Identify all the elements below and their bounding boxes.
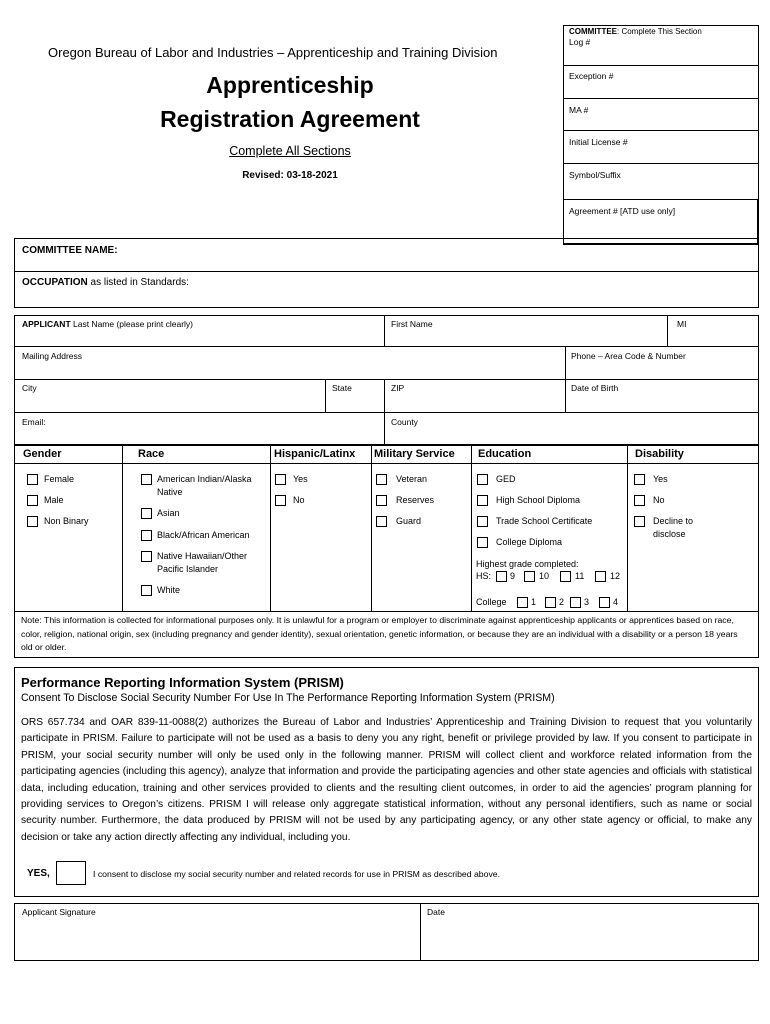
- hispanic-yes-label: Yes: [293, 474, 308, 484]
- email-field[interactable]: [17, 428, 381, 444]
- first-name-field[interactable]: [387, 330, 663, 345]
- signature-date-field[interactable]: [424, 918, 756, 958]
- college-year-1-checkbox[interactable]: [517, 597, 528, 608]
- committee-section: [14, 238, 759, 308]
- race-native-hawaiian-label: Native Hawaiian/Other Pacific Islander: [157, 551, 248, 574]
- mi-label: MI: [677, 319, 687, 329]
- applicant-signature-field[interactable]: [17, 918, 417, 958]
- race-white-checkbox[interactable]: [141, 585, 152, 596]
- hs-grade-9-checkbox[interactable]: [496, 571, 507, 582]
- prism-yes-label: YES,: [27, 868, 50, 879]
- disability-no-checkbox[interactable]: [634, 495, 645, 506]
- initial-license-label: Initial License #: [569, 137, 628, 147]
- disability-heading: Disability: [635, 448, 684, 460]
- college-year-4-label: 4: [613, 597, 619, 607]
- committee-box-heading: COMMITTEE: Complete This Section: [569, 27, 702, 36]
- revised-date: Revised: 03-18-2021: [242, 170, 338, 181]
- hispanic-no-label: No: [293, 495, 305, 505]
- dob-field[interactable]: [568, 394, 756, 411]
- agreement-number-label: Agreement # [ATD use only]: [569, 206, 676, 216]
- mailing-address-field[interactable]: [17, 362, 562, 378]
- highest-grade-label: Highest grade completed:: [476, 559, 579, 569]
- agency-name: Oregon Bureau of Labor and Industries – Apprenticeship and Training Division: [48, 45, 498, 60]
- gender-female-checkbox[interactable]: [27, 474, 38, 485]
- demographics-section: [14, 445, 759, 612]
- college-label: College: [476, 597, 507, 607]
- education-trade-school-label: Trade School Certificate: [496, 516, 593, 526]
- mi-field[interactable]: [670, 330, 755, 345]
- gender-female-label: Female: [44, 474, 75, 484]
- zip-label: ZIP: [391, 383, 405, 393]
- hs-label: HS:: [476, 571, 492, 581]
- race-asian-checkbox[interactable]: [141, 508, 152, 519]
- city-label: City: [22, 383, 37, 393]
- form-title-line1: Apprenticeship: [206, 72, 374, 98]
- form-title-line2: Registration Agreement: [160, 106, 420, 132]
- education-ged-checkbox[interactable]: [477, 474, 488, 485]
- committee-name-field[interactable]: [125, 241, 565, 269]
- gender-nonbinary-label: Non Binary: [44, 516, 89, 526]
- prism-consent-checkbox[interactable]: [56, 861, 86, 885]
- college-year-3-label: 3: [584, 597, 590, 607]
- college-year-3-checkbox[interactable]: [570, 597, 581, 608]
- first-name-label: First Name: [391, 319, 433, 329]
- race-native-hawaiian-checkbox[interactable]: [141, 551, 152, 562]
- applicant-section: [14, 315, 759, 445]
- race-heading: Race: [138, 448, 165, 460]
- hs-grade-9-label: 9: [510, 571, 516, 581]
- state-label: State: [332, 383, 352, 393]
- instruction: Complete All Sections: [229, 144, 351, 158]
- disability-decline-label: Decline to disclose: [653, 516, 694, 539]
- dob-label: Date of Birth: [571, 383, 619, 393]
- hs-grade-11-checkbox[interactable]: [560, 571, 571, 582]
- education-trade-school-checkbox[interactable]: [477, 516, 488, 527]
- military-reserves-label: Reserves: [396, 495, 435, 505]
- applicant-signature-label: Applicant Signature: [22, 907, 96, 917]
- disability-decline-checkbox[interactable]: [634, 516, 645, 527]
- hispanic-heading: Hispanic/Latinx: [274, 448, 356, 460]
- college-year-1-label: 1: [531, 597, 537, 607]
- phone-label: Phone – Area Code & Number: [571, 351, 686, 361]
- note-section: [14, 612, 759, 658]
- prism-title: Performance Reporting Information System (PRISM): [21, 675, 344, 690]
- prism-consent-text: I consent to disclose my social security number and related records for use in PRISM as described above.: [93, 869, 501, 879]
- committee-box: [563, 25, 759, 245]
- note-text: Note: This information is collected for informational purposes only. It is unlawful for a program or employer to discriminate against apprenticeship applicants or apprentices based on race, color, religion, national origin, sex (including pregnancy and gender identity), sexual orientation, genetic information, or because they are an individual with a disability or a person 18 years old or older.: [21, 615, 738, 652]
- last-name-label: APPLICANT Last Name (please print clearly): [22, 319, 193, 329]
- occupation-label: OCCUPATION as listed in Standards:: [22, 277, 189, 288]
- hispanic-yes-checkbox[interactable]: [275, 474, 286, 485]
- signature-section: [14, 903, 759, 961]
- race-black-label: Black/African American: [157, 530, 250, 540]
- gender-male-checkbox[interactable]: [27, 495, 38, 506]
- education-ged-label: GED: [496, 474, 516, 484]
- college-year-2-label: 2: [559, 597, 565, 607]
- hs-grade-10-checkbox[interactable]: [524, 571, 535, 582]
- zip-field[interactable]: [387, 394, 563, 411]
- race-black-checkbox[interactable]: [141, 530, 152, 541]
- gender-heading: Gender: [23, 448, 62, 460]
- college-year-2-checkbox[interactable]: [545, 597, 556, 608]
- exception-number-label: Exception #: [569, 71, 614, 81]
- county-label: County: [391, 417, 418, 427]
- city-field[interactable]: [17, 394, 322, 411]
- prism-section: [14, 667, 759, 897]
- race-american-indian-label: American Indian/Alaska Native: [157, 474, 252, 497]
- military-heading: Military Service: [374, 448, 455, 460]
- prism-body: ORS 657.734 and OAR 839-11-0088(2) authorizes the Bureau of Labor and Industries’ Apprenticeship and Training Division to request that you voluntarily participate in PRISM. Failure to participate will not be used as a basis to deny you any right, benefit or privilege provided by law. If you consent to participate in PRISM, your social security number will only be used only in the following manner. PRISM will collect client and workforce related information from the participating agencies (including this agency), analyze that information and provide the participating agencies and other state agencies and officials with statistical data, including education, training and other services provided to clients and the resulting client outcomes, in order to aid the agencies’ program planning for providing services to Oregon’s citizens. PRISM I will release only aggregate statistical information, without any personal identifiers, such as name or social security number. Furthermore, the data produced by PRISM will not be used by any participating agency, or any other state agency or official, to make any decision or take any action directly affecting any individual, including you.: [21, 717, 752, 843]
- military-reserves-checkbox[interactable]: [376, 495, 387, 506]
- education-heading: Education: [478, 448, 532, 460]
- education-college-diploma-label: College Diploma: [496, 537, 563, 547]
- occupation-field[interactable]: [195, 273, 750, 305]
- state-field[interactable]: [327, 394, 382, 411]
- disability-yes-checkbox[interactable]: [634, 474, 645, 485]
- hispanic-no-checkbox[interactable]: [275, 495, 286, 506]
- hs-grade-12-label: 12: [610, 571, 621, 581]
- symbol-suffix-label: Symbol/Suffix: [569, 170, 621, 180]
- prism-subtitle: Consent To Disclose Social Security Number For Use In The Performance Reporting Information System (PRISM): [21, 692, 555, 704]
- education-hs-diploma-label: High School Diploma: [496, 495, 581, 505]
- disability-yes-label: Yes: [653, 474, 668, 484]
- military-guard-checkbox[interactable]: [376, 516, 387, 527]
- disability-no-label: No: [653, 495, 665, 505]
- military-veteran-checkbox[interactable]: [376, 474, 387, 485]
- phone-field[interactable]: [568, 362, 756, 378]
- county-field[interactable]: [387, 428, 756, 444]
- gender-nonbinary-checkbox[interactable]: [27, 516, 38, 527]
- military-guard-label: Guard: [396, 516, 422, 526]
- hs-grade-10-label: 10: [539, 571, 550, 581]
- signature-date-label: Date: [427, 907, 445, 917]
- last-name-field[interactable]: [17, 330, 381, 345]
- race-american-indian-checkbox[interactable]: [141, 474, 152, 485]
- education-college-diploma-checkbox[interactable]: [477, 537, 488, 548]
- ma-number-label: MA #: [569, 105, 589, 115]
- race-white-label: White: [157, 585, 181, 595]
- hs-grade-11-label: 11: [575, 571, 585, 581]
- committee-name-label: COMMITTEE NAME:: [22, 245, 118, 256]
- military-veteran-label: Veteran: [396, 474, 428, 484]
- college-year-4-checkbox[interactable]: [599, 597, 610, 608]
- email-label: Email:: [22, 417, 46, 427]
- race-asian-label: Asian: [157, 508, 180, 518]
- hs-grade-12-checkbox[interactable]: [595, 571, 606, 582]
- education-hs-diploma-checkbox[interactable]: [477, 495, 488, 506]
- mailing-address-label: Mailing Address: [22, 351, 83, 361]
- log-number-label: Log #: [569, 37, 591, 47]
- gender-male-label: Male: [44, 495, 64, 505]
